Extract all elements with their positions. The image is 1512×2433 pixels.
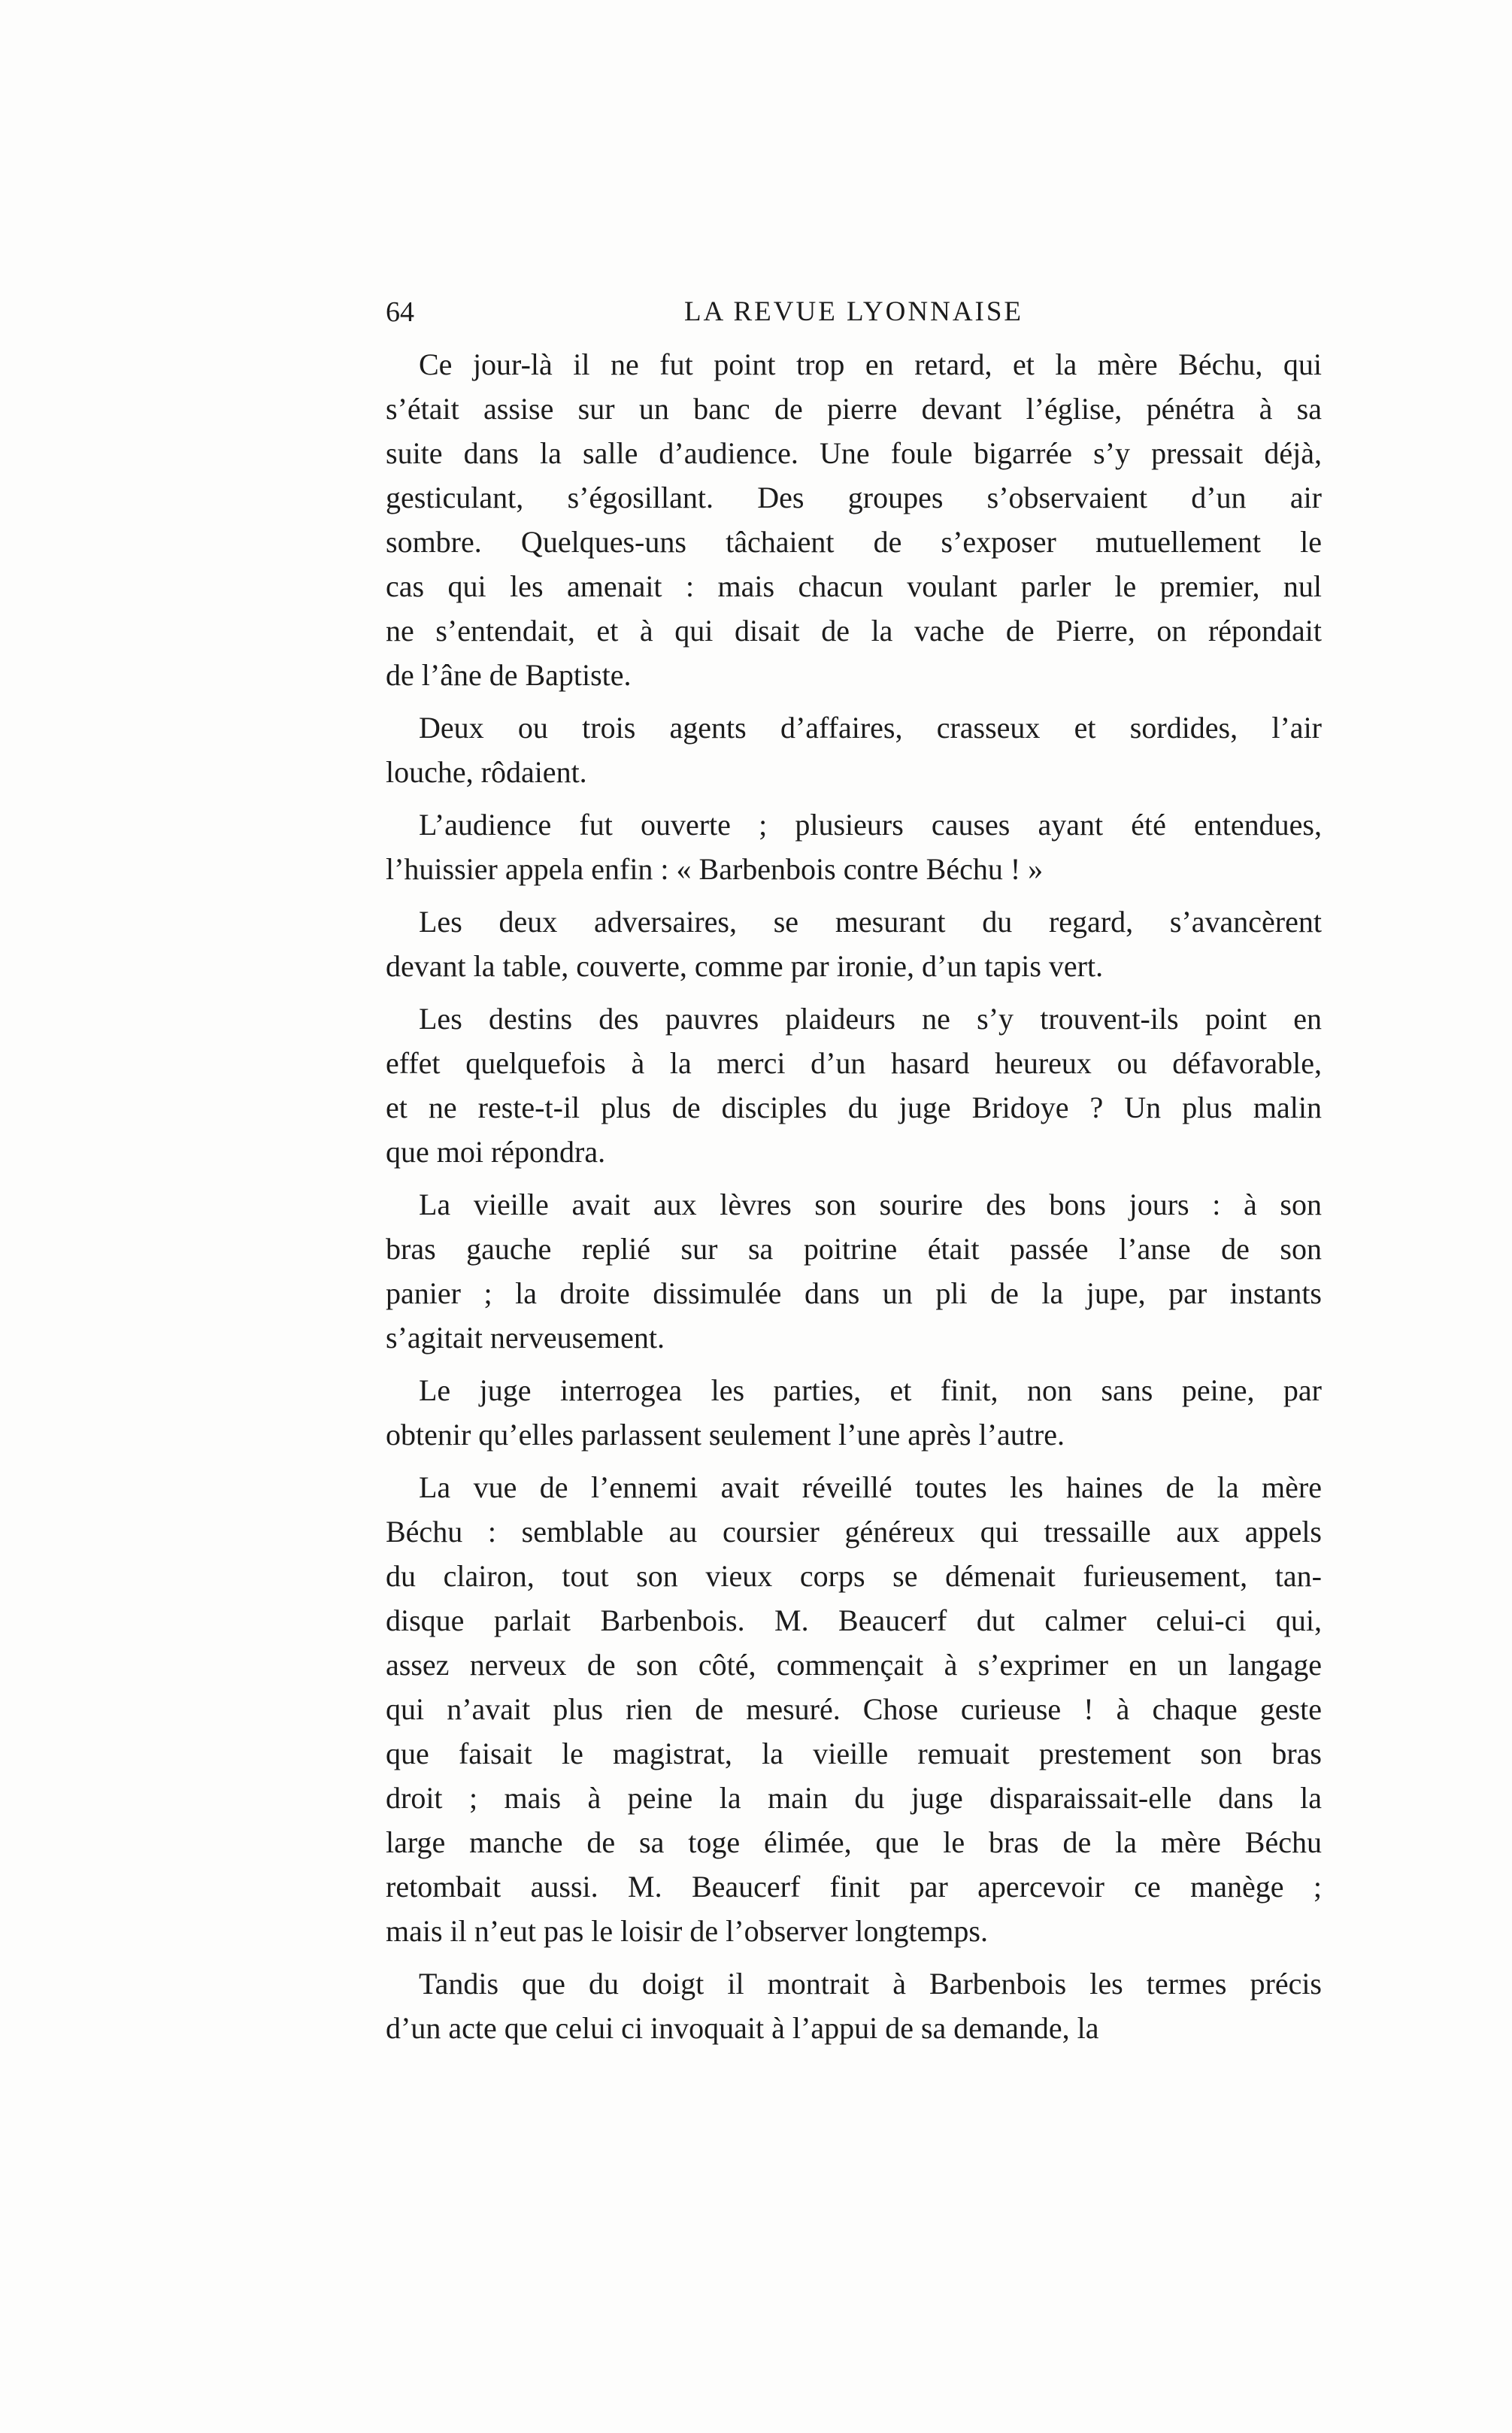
text-line: obtenir qu’elles parlassent seulement l’une après l’autre.	[386, 1418, 1065, 1452]
text-line: Tandis que du doigt il montrait à Barbenbois les termes précis	[419, 1967, 1322, 2001]
text-line: et ne reste-t-il plus de disciples du juge Bridoye ? Un plus malin	[386, 1091, 1322, 1124]
text-line: Le juge interrogea les parties, et finit, non sans peine, par	[419, 1373, 1322, 1407]
text-line: retombait aussi. M. Beaucerf finit par apercevoir ce manège ;	[386, 1870, 1322, 1904]
page-number: 64	[386, 296, 414, 328]
text-line: s’agitait nerveusement.	[386, 1321, 665, 1355]
text-line: que faisait le magistrat, la vieille remuait prestement son bras	[386, 1737, 1322, 1770]
text-line: Deux ou trois agents d’affaires, crasseux et sordides, l’air	[419, 711, 1322, 745]
paragraph	[386, 1182, 1322, 1360]
text-line: La vieille avait aux lèvres son sourire des bons jours : à son	[419, 1188, 1322, 1221]
text-line: du clairon, tout son vieux corps se démenait furieusement, tan-	[386, 1559, 1322, 1593]
text-line: disque parlait Barbenbois. M. Beaucerf dut calmer celui-ci qui,	[386, 1603, 1322, 1637]
text-line: mais il n’eut pas le loisir de l’observer longtemps.	[386, 1914, 988, 1948]
text-line: Les deux adversaires, se mesurant du regard, s’avancèrent	[419, 905, 1322, 939]
paragraph	[386, 342, 1322, 697]
paragraph	[386, 1465, 1322, 1953]
text-line: ne s’entendait, et à qui disait de la vache de Pierre, on répondait	[386, 614, 1322, 648]
text-line: assez nerveux de son côté, commençait à s’exprimer en un langage	[386, 1648, 1322, 1682]
paragraph	[386, 899, 1322, 988]
text-line: sombre. Quelques-uns tâchaient de s’exposer mutuellement le	[386, 525, 1322, 559]
text-line: gesticulant, s’égosillant. Des groupes s’observaient d’un air	[386, 481, 1322, 514]
text-line: d’un acte que celui ci invoquait à l’appui de sa demande, la	[386, 2011, 1099, 2045]
text-line: suite dans la salle d’audience. Une foule bigarrée s’y pressait déjà,	[386, 436, 1322, 470]
text-line: Ce jour-là il ne fut point trop en retard, et la mère Béchu, qui	[419, 347, 1322, 381]
text-line: droit ; mais à peine la main du juge disparaissait-elle dans la	[386, 1781, 1322, 1815]
text-line: qui n’avait plus rien de mesuré. Chose curieuse ! à chaque geste	[386, 1692, 1322, 1726]
journal-title: LA REVUE LYONNAISE	[683, 296, 1024, 327]
text-line: cas qui les amenait : mais chacun voulant parler le premier, nul	[386, 569, 1322, 603]
paragraph	[386, 1961, 1322, 2050]
paragraph	[386, 802, 1322, 891]
text-line: Les destins des pauvres plaideurs ne s’y trouvent-ils point en	[419, 1002, 1322, 1036]
text-line: effet quelquefois à la merci d’un hasard heureux ou défavorable,	[386, 1046, 1322, 1080]
paragraph	[386, 997, 1322, 1174]
text-line: que moi répondra.	[386, 1135, 606, 1169]
paragraph	[386, 1368, 1322, 1457]
running-head	[386, 290, 1322, 335]
text-line: louche, rôdaient.	[386, 755, 587, 789]
text-line: s’était assise sur un banc de pierre devant l’église, pénétra à sa	[386, 392, 1322, 426]
text-line: bras gauche replié sur sa poitrine était passée l’anse de son	[386, 1232, 1322, 1266]
body-text	[386, 342, 1322, 2058]
text-line: La vue de l’ennemi avait réveillé toutes les haines de la mère	[419, 1470, 1322, 1504]
paragraph	[386, 705, 1322, 794]
text-line: devant la table, couverte, comme par ironie, d’un tapis vert.	[386, 949, 1104, 983]
text-line: L’audience fut ouverte ; plusieurs causes ayant été entendues,	[419, 808, 1322, 842]
text-line: large manche de sa toge élimée, que le bras de la mère Béchu	[386, 1825, 1322, 1859]
text-line: l’huissier appela enfin : « Barbenbois contre Béchu ! »	[386, 852, 1044, 886]
text-line: panier ; la droite dissimulée dans un pli de la jupe, par instants	[386, 1276, 1322, 1310]
text-line: de l’âne de Baptiste.	[386, 658, 632, 692]
text-line: Béchu : semblable au coursier généreux qui tressaille aux appels	[386, 1515, 1322, 1549]
